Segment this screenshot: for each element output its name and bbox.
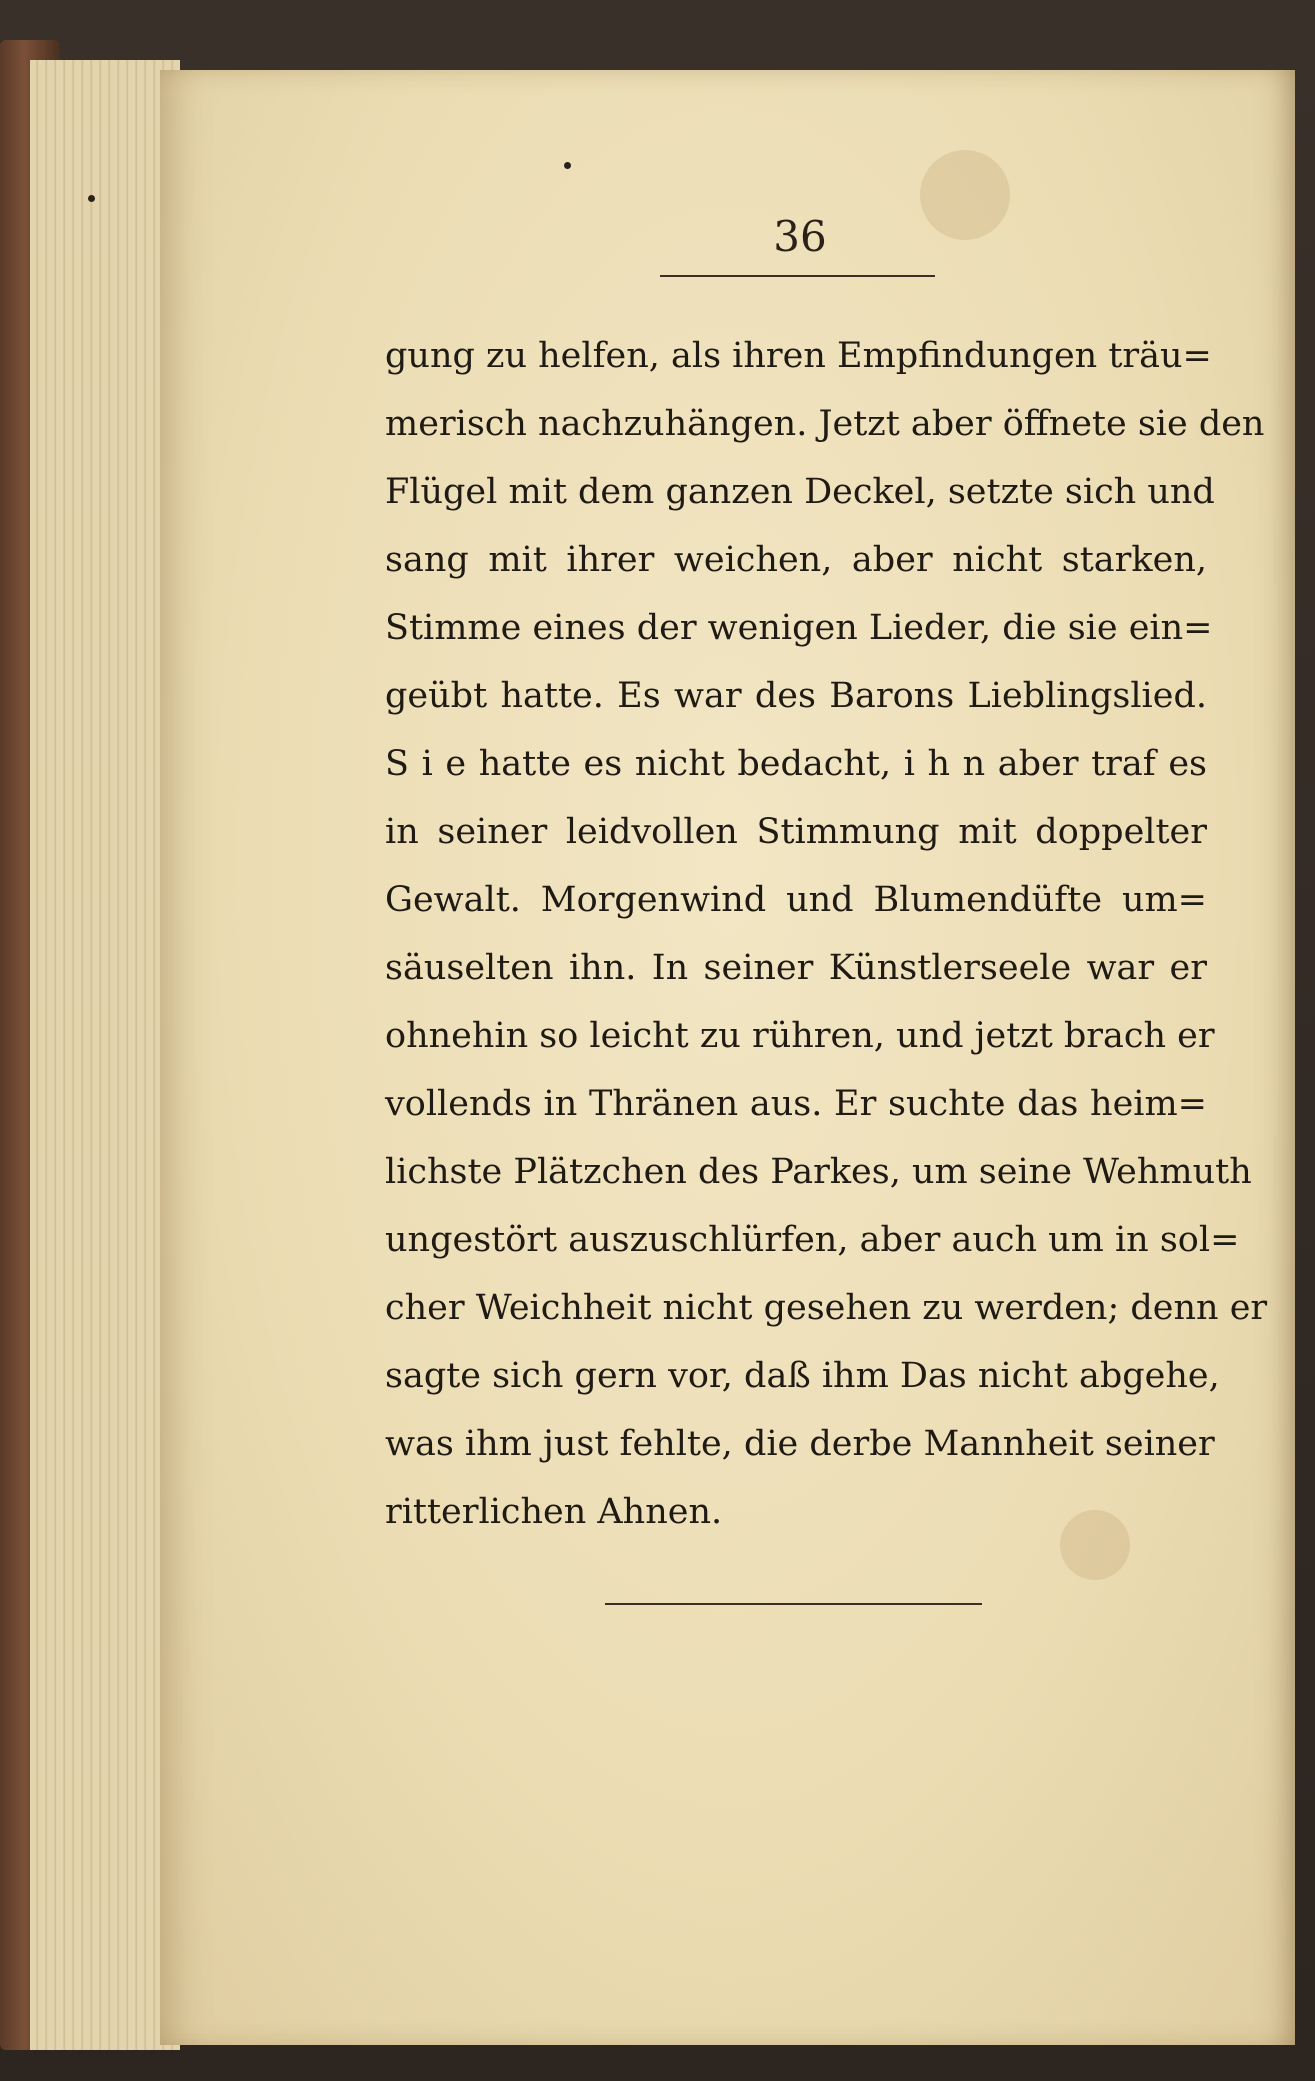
text-line: ritterlichen Ahnen. [385,1492,723,1532]
paper-stain [920,150,1010,240]
text-line: sang mit ihrer weichen, aber nicht starken, [385,540,1207,580]
text-line: cher Weichheit nicht gesehen zu werden; denn er [385,1288,1268,1328]
text-line: was ihm just fehlte, die derbe Mannheit seiner [385,1424,1215,1464]
text-line: ungestört auszuschlürfen, aber auch um in sol= [385,1220,1240,1260]
text-line: säuselten ihn. In seiner Künstlerseele war er [385,948,1207,988]
text-line: vollends in Thränen aus. Er suchte das heim= [385,1084,1207,1124]
ink-speck [88,195,95,202]
ink-speck [564,162,571,169]
text-line: ohnehin so leicht zu rühren, und jetzt brach er [385,1016,1215,1056]
page-number: 36 [773,212,827,261]
text-line: Stimme eines der wenigen Lieder, die sie ein= [385,608,1213,648]
body-text [385,322,1268,1546]
text-line: geübt hatte. Es war des Barons Lieblingslied. [385,676,1207,716]
text-line: sagte sich gern vor, daß ihm Das nicht abgehe, [385,1356,1220,1396]
header-rule [660,275,935,277]
text-line: gung zu helfen, als ihren Empfindungen träu= [385,336,1212,376]
text-line: Flügel mit dem ganzen Deckel, setzte sich und [385,472,1215,512]
text-line: S i e hatte es nicht bedacht, i h n aber traf es [385,744,1207,784]
text-line: in seiner leidvollen Stimmung mit doppelter [385,812,1207,852]
end-rule [605,1603,982,1605]
page-edges [30,60,180,2050]
text-line: Gewalt. Morgenwind und Blumendüfte um= [385,880,1207,920]
text-line: merisch nachzuhängen. Jetzt aber öffnete sie den [385,404,1265,444]
text-line: lichste Plätzchen des Parkes, um seine Wehmuth [385,1152,1252,1192]
